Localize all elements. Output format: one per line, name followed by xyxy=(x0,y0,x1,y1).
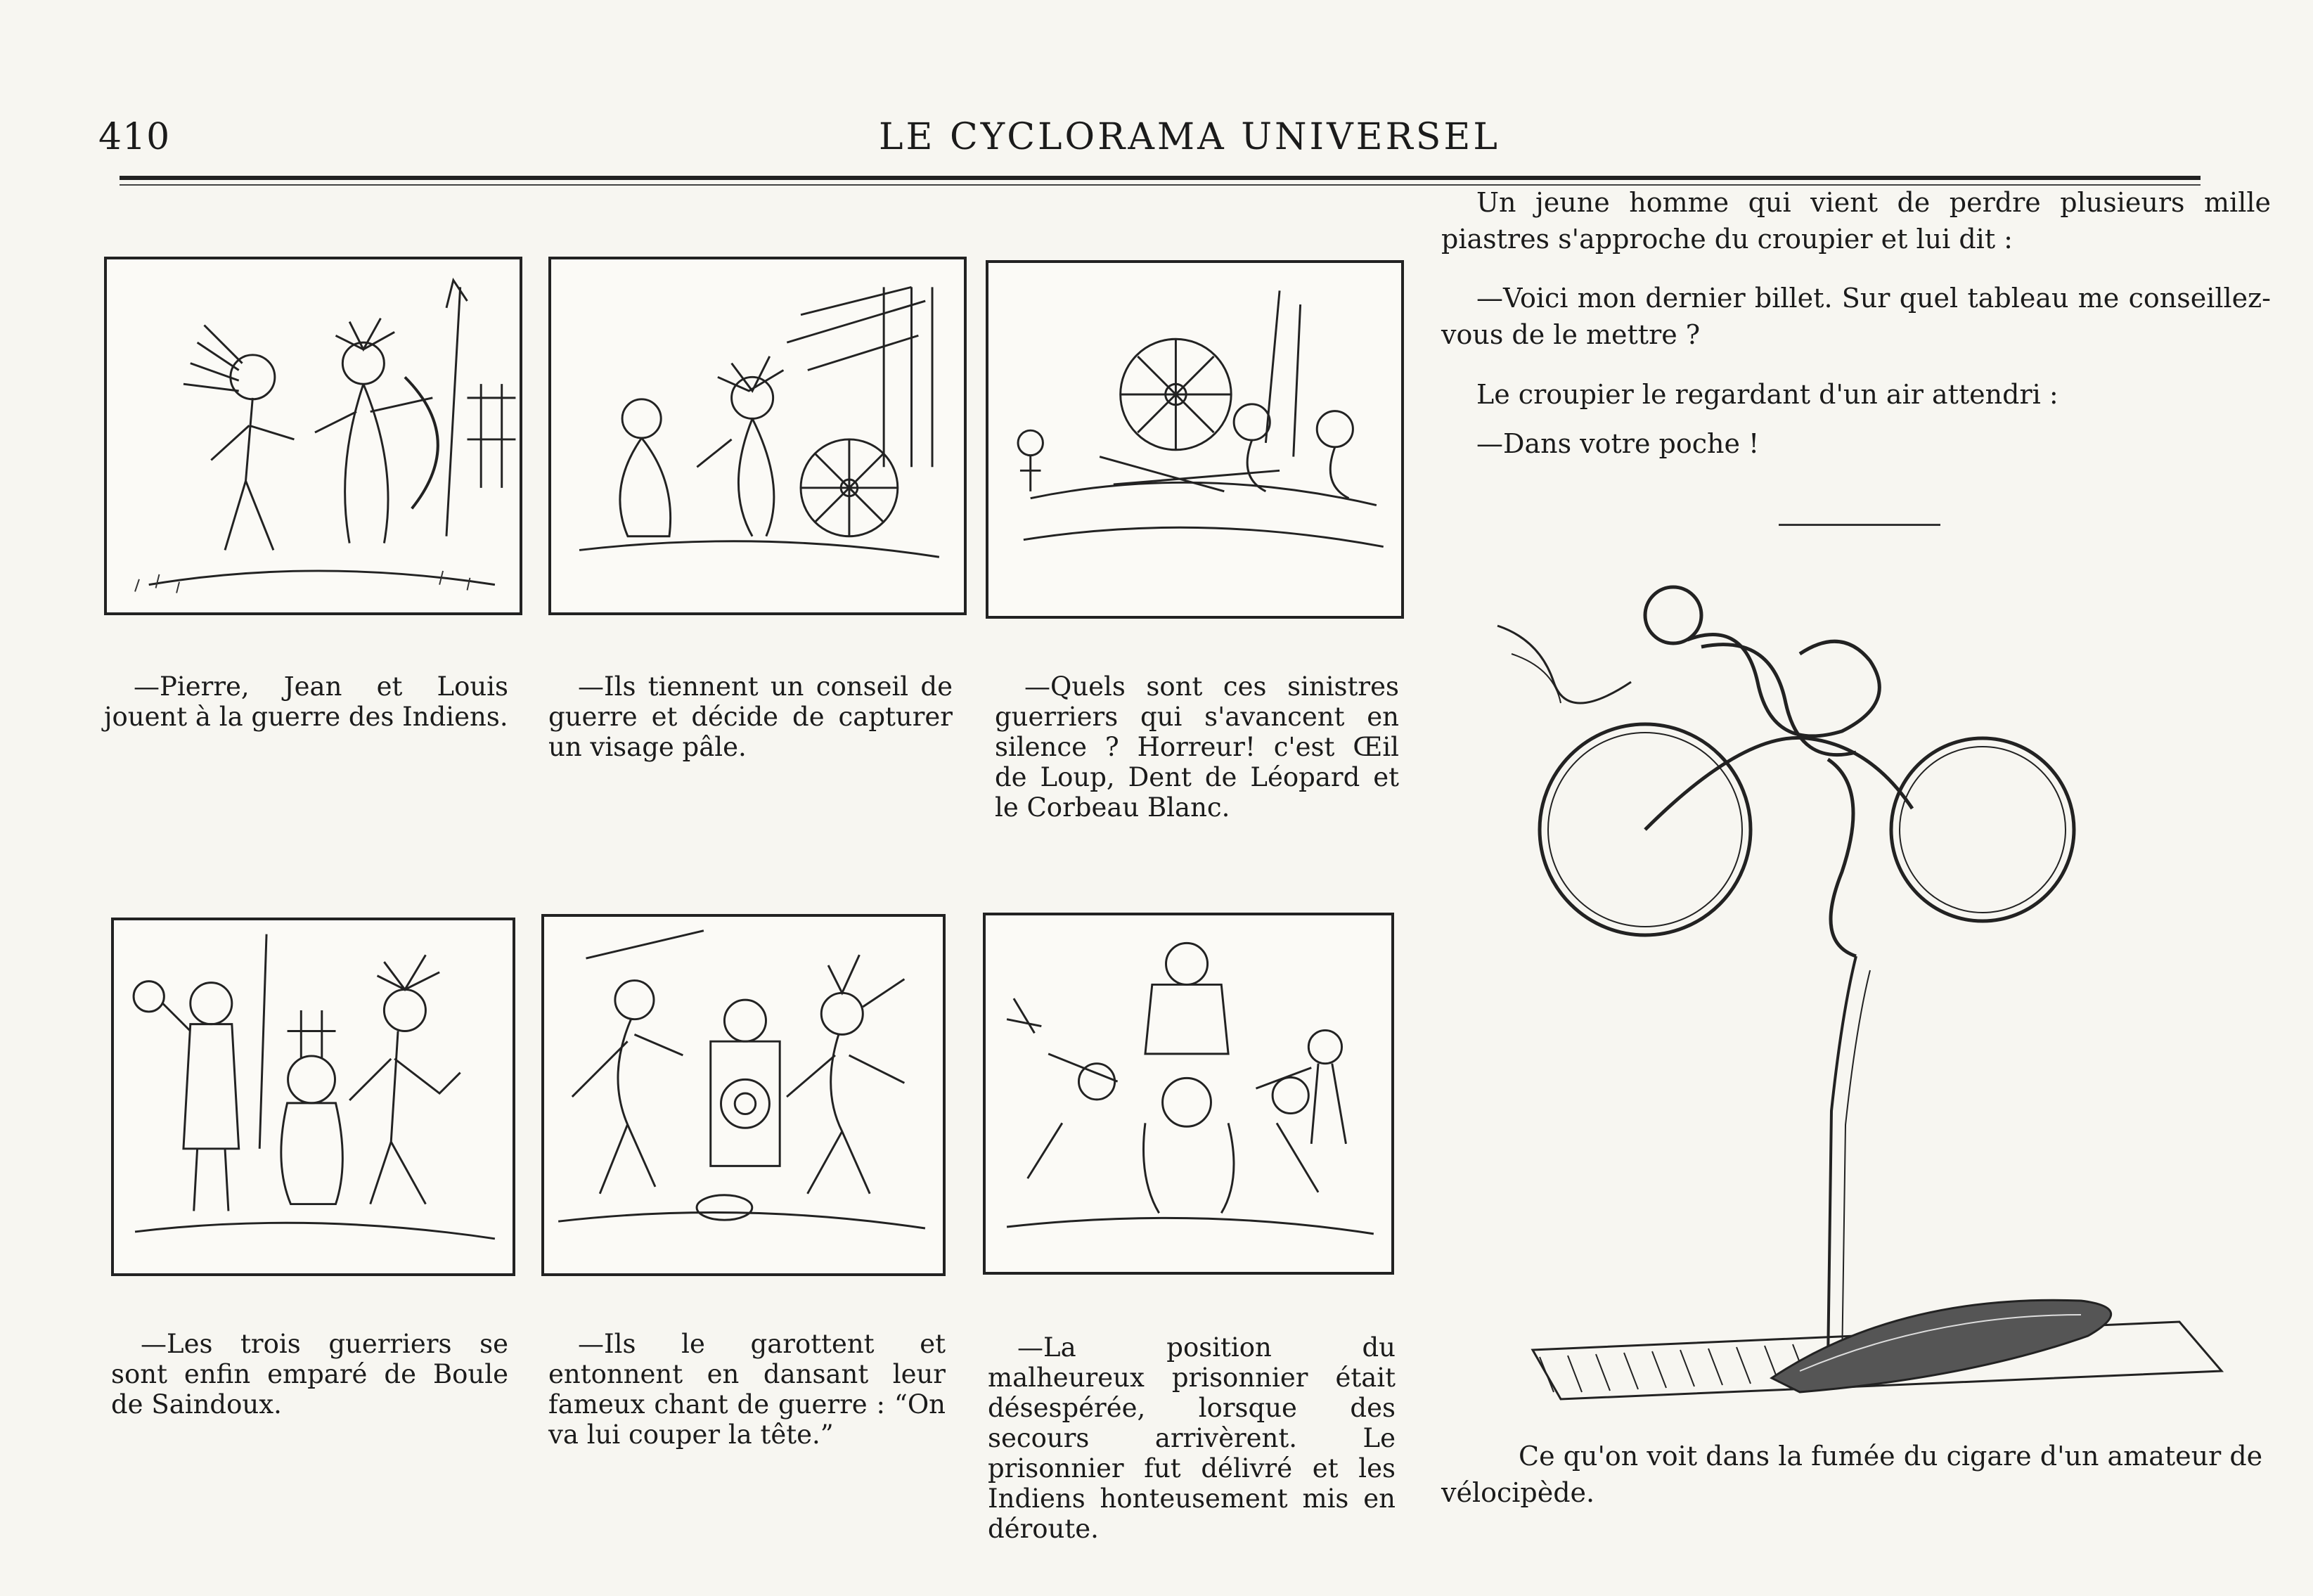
panel-illustration xyxy=(988,263,1401,616)
panel-illustration xyxy=(986,915,1391,1272)
panel-caption-1: —Pierre, Jean et Louis jouent à la guerre des Indiens. xyxy=(104,671,508,732)
page-number: 410 xyxy=(98,116,171,158)
header-rule xyxy=(120,176,2201,180)
comic-panel-1 xyxy=(104,257,522,615)
panel-caption-5: —Ils le garottent et entonnent en dansant leur fameux chant de guerre : “On va lui couper la tête.” xyxy=(548,1329,946,1450)
section-divider xyxy=(1779,524,1940,526)
comic-panel-6 xyxy=(983,913,1394,1275)
story-paragraph: Le croupier le regardant d'un air attendri : xyxy=(1476,379,2058,410)
cigar-smoke-illustration xyxy=(1476,577,2264,1420)
story-paragraph: —Dans votre poche ! xyxy=(1476,428,1760,459)
panel-caption-4: —Les trois guerriers se sont enfin emparé de Boule de Saindoux. xyxy=(111,1329,508,1420)
panel-illustration xyxy=(551,259,964,612)
story-paragraph: —Voici mon dernier billet. Sur quel tableau me conseillez-vous de le mettre ? xyxy=(1441,283,2271,350)
comic-panel-3 xyxy=(986,260,1404,619)
panel-illustration xyxy=(107,259,520,612)
panel-caption-6: —La position du malheureux prisonnier était désespérée, lorsque des secours arrivèrent. Le prisonnier fut délivré et les Indiens honteusement mis en déroute. xyxy=(988,1332,1396,1544)
page-title: LE CYCLORAMA UNIVERSEL xyxy=(879,116,1500,158)
cigar-smoke-drawing xyxy=(1476,577,2264,1420)
panel-illustration xyxy=(544,917,943,1273)
panel-illustration xyxy=(114,920,513,1273)
comic-panel-2 xyxy=(548,257,967,615)
illustration-caption: Ce qu'on voit dans la fumée du cigare d'un amateur de vélocipède. xyxy=(1441,1441,2263,1508)
comic-panel-5 xyxy=(541,914,946,1276)
story-paragraph: Un jeune homme qui vient de perdre plusieurs mille piastres s'approche du croupier et lui dit : xyxy=(1441,187,2271,255)
panel-caption-2: —Ils tiennent un conseil de guerre et décide de capturer un visage pâle. xyxy=(548,671,953,762)
panel-caption-3: —Quels sont ces sinistres guerriers qui s'avancent en silence ? Horreur! c'est Œil de Loup, Dent de Léopard et le Corbeau Blanc. xyxy=(995,671,1399,823)
comic-panel-4 xyxy=(111,918,515,1276)
